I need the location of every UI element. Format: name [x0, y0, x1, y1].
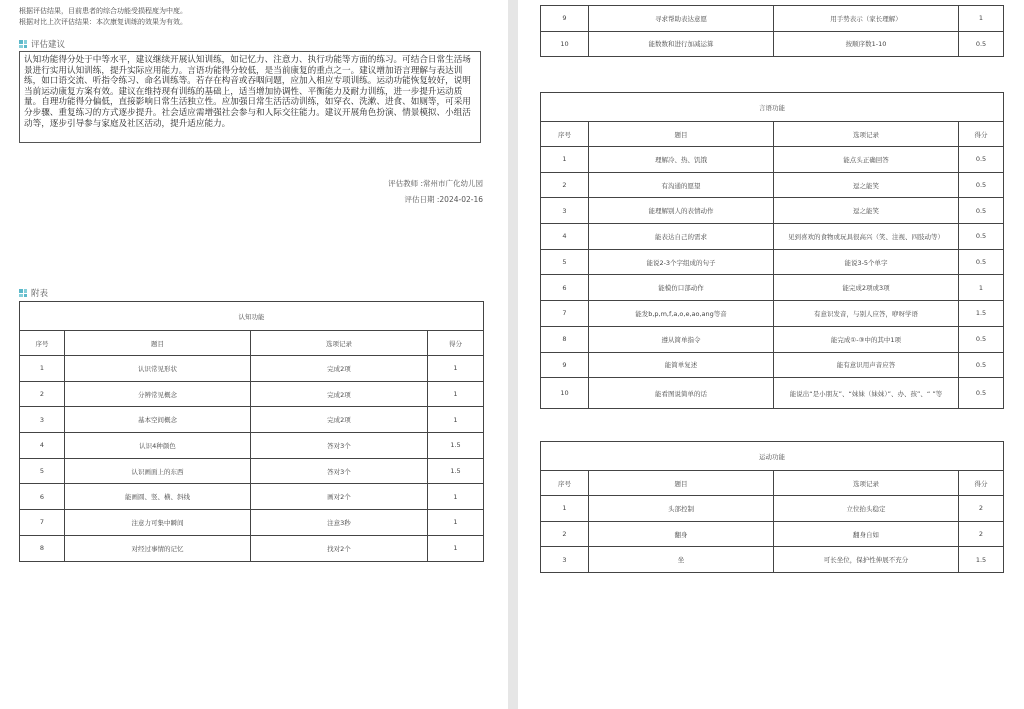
col-header: 题目: [65, 331, 251, 356]
evaluator: 评估教师 :常州市广化幼儿园: [388, 179, 483, 188]
table-cell: 按顺序数1-10: [774, 31, 959, 57]
appendix-heading-label: 附表: [31, 289, 49, 299]
table-cell: 1: [428, 484, 484, 510]
table-cell: 6: [20, 484, 65, 510]
table-cell: 能说出“是小朋友”、“妹妹（妹妹）”、办、孩”、“ ”等: [774, 378, 959, 409]
table-row: [541, 275, 1004, 301]
cognitive-table-continued: [540, 5, 1004, 57]
col-header: 得分: [959, 122, 1004, 147]
table-cell: 能简单复述: [589, 352, 774, 378]
table-cell: 4: [541, 224, 589, 250]
col-header: 选项记录: [774, 471, 959, 496]
table-cell: 0.5: [959, 352, 1004, 378]
advice-text-box: 认知功能得分处于中等水平，建议继续开展认知训练，如记忆力、注意力、执行功能等方面的练习。可结合日常生活场景进行实用认知训练，提升实际应用能力。言语功能得分较低，是当前康复的重点之一。建议增加语言理解与表达训练，如口语交流、听指令练习、命名训练等。若存在构音或吞咽问题，应加入相应专项训练。运动功能恢复较好，说明当前运动康复方案有效。建议在维持现有训练的基础上，适当增加协调性、平衡能力及耐力训练，进一步提升运动质量。自理功能得分偏低，直接影响日常生活独立性。应加强日常生活活动训练，如穿衣、洗漱、进食、如厕等，可采用分步骤、重复练习的方式逐步提升。社会适应需增强社会参与和人际交往能力。建议开展角色扮演、情景模拟、小组活动等，逐步引导参与家庭及社区活动，提升适应能力。: [19, 51, 481, 143]
table-cell: 能点头正确回答: [774, 147, 959, 173]
table-cell: 注意力可集中瞬间: [65, 510, 251, 536]
table-cell: 6: [541, 275, 589, 301]
table-cell: 1: [541, 147, 589, 173]
table-cell: 注意3秒: [251, 510, 428, 536]
table-cell: 逗之能笑: [774, 198, 959, 224]
table-row: [541, 378, 1004, 409]
table-row: [20, 458, 484, 484]
table-cell: 9: [541, 352, 589, 378]
table-cell: 1.5: [428, 458, 484, 484]
table-cell: 能发b,p,m,f,a,o,e,ao,ang等音: [589, 301, 774, 327]
table-cell: 1: [428, 510, 484, 536]
col-header: 选项记录: [251, 331, 428, 356]
table-cell: 能模仿口部动作: [589, 275, 774, 301]
col-header: 序号: [541, 471, 589, 496]
table-cell: 5: [20, 458, 65, 484]
table-cell: 答对3个: [251, 433, 428, 459]
table-cell: 认识常见形状: [65, 356, 251, 382]
table-cell: 0.5: [959, 224, 1004, 250]
table-cell: 0.5: [959, 31, 1004, 57]
table-cell: 能理解别人的表情动作: [589, 198, 774, 224]
table-cell: 1: [541, 496, 589, 522]
table-cell: 能有意识用声音应答: [774, 352, 959, 378]
table-cell: 7: [20, 510, 65, 536]
table-row: [541, 31, 1004, 57]
table-cell: 1.5: [959, 301, 1004, 327]
table-row: [541, 147, 1004, 173]
eval-date: 评估日期 :2024-02-16: [404, 195, 483, 204]
table-row: [541, 6, 1004, 32]
table-cell: 2: [20, 381, 65, 407]
table-cell: 可长坐位，保护性伸展不充分: [774, 547, 959, 573]
cognitive-table: [19, 301, 484, 562]
table-row: [20, 510, 484, 536]
table-cell: 翻身: [589, 521, 774, 547]
table-cell: 1: [428, 356, 484, 382]
top-note-1: 根据评估结果，目前患者的综合功能受损程度为中度。: [19, 7, 187, 15]
motor-table-title: 运动功能: [541, 442, 1004, 471]
table-cell: 能完成①-③中的其中1项: [774, 326, 959, 352]
table-cell: 理解冷、热、饥饿: [589, 147, 774, 173]
table-cell: 1: [428, 535, 484, 561]
col-header: 序号: [20, 331, 65, 356]
col-header: 得分: [959, 471, 1004, 496]
table-cell: 立位抬头稳定: [774, 496, 959, 522]
table-cell: 坐: [589, 547, 774, 573]
table-cell: 画对2个: [251, 484, 428, 510]
table-cell: 10: [541, 31, 589, 57]
advice-heading-label: 评估建议: [31, 40, 66, 50]
table-cell: 逗之能笑: [774, 172, 959, 198]
table-row: [541, 547, 1004, 573]
table-cell: 3: [541, 198, 589, 224]
table-row: [541, 249, 1004, 275]
table-cell: 1.5: [428, 433, 484, 459]
table-cell: 0.5: [959, 249, 1004, 275]
col-header: 得分: [428, 331, 484, 356]
table-row: [20, 407, 484, 433]
table-cell: 找对2个: [251, 535, 428, 561]
motor-table: [540, 441, 1004, 573]
table-cell: 0.5: [959, 147, 1004, 173]
table-cell: 完成2项: [251, 356, 428, 382]
table-cell: 基本空间概念: [65, 407, 251, 433]
table-cell: 能表达自己的需求: [589, 224, 774, 250]
col-header: 题目: [589, 471, 774, 496]
table-cell: 1: [959, 275, 1004, 301]
table-cell: 0.5: [959, 378, 1004, 409]
table-cell: 答对3个: [251, 458, 428, 484]
table-cell: 能完成2项或3项: [774, 275, 959, 301]
table-cell: 8: [541, 326, 589, 352]
table-cell: 有沟通的愿望: [589, 172, 774, 198]
table-row: [20, 535, 484, 561]
section-grid-icon: [19, 40, 27, 48]
speech-table-title: 言语功能: [541, 93, 1004, 122]
table-cell: 2: [959, 521, 1004, 547]
table-row: [20, 433, 484, 459]
table-cell: 见到喜欢的食物或玩具很高兴（笑、注视、四肢动等）: [774, 224, 959, 250]
table-cell: 3: [20, 407, 65, 433]
table-cell: 有意识发音，与别人应答，咿呀学语: [774, 301, 959, 327]
table-cell: 3: [541, 547, 589, 573]
table-cell: 1: [428, 407, 484, 433]
table-cell: 8: [20, 535, 65, 561]
table-row: [20, 381, 484, 407]
table-row: [541, 301, 1004, 327]
table-cell: 1: [428, 381, 484, 407]
table-cell: 认识4种颜色: [65, 433, 251, 459]
table-cell: 10: [541, 378, 589, 409]
table-cell: 5: [541, 249, 589, 275]
table-cell: 0.5: [959, 326, 1004, 352]
col-header: 题目: [589, 122, 774, 147]
table-cell: 能数数和进行加减运算: [589, 31, 774, 57]
report-page-left: [0, 0, 508, 709]
table-cell: 1: [20, 356, 65, 382]
table-row: [541, 326, 1004, 352]
table-cell: 7: [541, 301, 589, 327]
table-cell: 寻求帮助表达意愿: [589, 6, 774, 32]
table-row: [20, 484, 484, 510]
table-cell: 能说3-5个单字: [774, 249, 959, 275]
col-header: 序号: [541, 122, 589, 147]
speech-table: [540, 92, 1004, 409]
col-header: 选项记录: [774, 122, 959, 147]
table-cell: 遵从简单指令: [589, 326, 774, 352]
table-row: [541, 224, 1004, 250]
section-grid-icon: [19, 289, 27, 297]
appendix-heading: [19, 287, 48, 299]
table-row: [541, 172, 1004, 198]
table-cell: 翻身自如: [774, 521, 959, 547]
table-row: [541, 198, 1004, 224]
table-cell: 2: [541, 172, 589, 198]
table-row: [20, 356, 484, 382]
table-cell: 分辨常见概念: [65, 381, 251, 407]
table-cell: 2: [959, 496, 1004, 522]
table-cell: 0.5: [959, 198, 1004, 224]
table-cell: 对经过事情的记忆: [65, 535, 251, 561]
table-cell: 完成2项: [251, 407, 428, 433]
table-cell: 能看图说简单的话: [589, 378, 774, 409]
table-cell: 用手势表示（家长理解）: [774, 6, 959, 32]
top-note-2: 根据对比上次评估结果：本次康复训练的效果为有效。: [19, 18, 187, 26]
table-cell: 1: [959, 6, 1004, 32]
cognitive-table-title: 认知功能: [20, 302, 484, 331]
table-cell: 0.5: [959, 172, 1004, 198]
table-row: [541, 352, 1004, 378]
table-cell: 能画圆、竖、横、斜线: [65, 484, 251, 510]
table-row: [541, 521, 1004, 547]
table-cell: 2: [541, 521, 589, 547]
advice-heading: [19, 38, 65, 50]
table-row: [541, 496, 1004, 522]
table-cell: 能说2-3个字组成的句子: [589, 249, 774, 275]
table-cell: 认识画面上的东西: [65, 458, 251, 484]
report-page-right: [518, 0, 1024, 709]
table-cell: 头部控制: [589, 496, 774, 522]
table-cell: 9: [541, 6, 589, 32]
table-cell: 4: [20, 433, 65, 459]
table-cell: 1.5: [959, 547, 1004, 573]
table-cell: 完成2项: [251, 381, 428, 407]
